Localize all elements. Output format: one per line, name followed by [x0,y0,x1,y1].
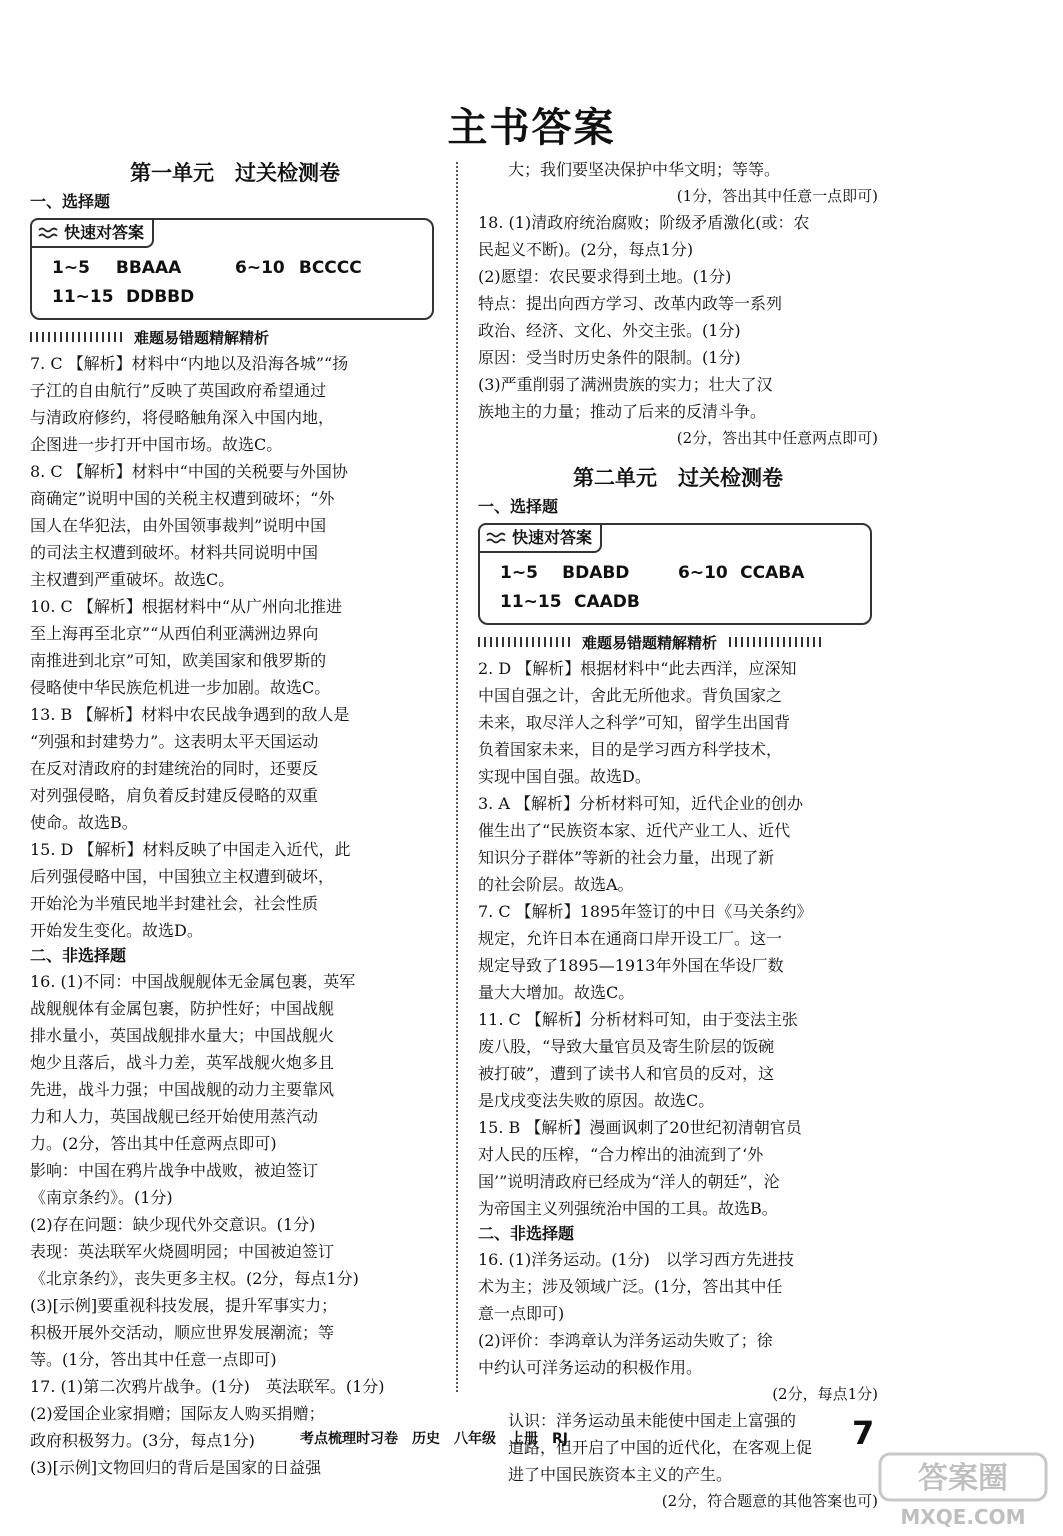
text-line: 开始发生变化。故选D。 [30,921,203,940]
text-line: 国’”说明清政府已经成为“洋人的朝廷”，沦 [478,1172,780,1191]
answer-value: DDBBD [126,287,195,307]
text-line: 与清政府修约，将侵略触角深入中国内地， [30,408,335,427]
text-line: 实现中国自强。故选D。 [478,767,651,786]
text-line: 10. C 【解析】根据材料中“从广州向北推进 [30,597,343,616]
text-line: 南推进到北京”可知，欧美国家和俄罗斯的 [30,651,327,670]
text-line: 族地主的力量；推动了后来的反清斗争。 [478,402,767,421]
text-line: 企图进一步打开中国市场。故选C。 [30,435,283,454]
text-line: 的司法主权遭到破坏。材料共同说明中国 [30,543,319,562]
answer-value: BDABD [562,563,630,583]
answer-range: 11~15 [52,287,114,307]
hatch-decoration [478,637,570,647]
text-line: 18. (1)清政府统治腐败；阶级矛盾激化(或：农 [478,213,810,232]
analysis-item [478,1114,878,1222]
text-line: 认识：洋务运动虽未能使中国走上富强的 [508,1411,797,1430]
analysis-item [478,898,878,1006]
wave-icon [486,531,508,545]
text-line: 16. (1)不同：中国战舰舰体无金属包裹，英军 [30,972,356,991]
text-line: 先进，战斗力强；中国战舰的动力主要靠风 [30,1080,335,1099]
answer-row [52,283,418,312]
page-title: 主书答案 [447,105,616,151]
analysis-item [30,593,440,701]
text-line: (2)愿望：农民要求得到土地。(1分) [478,267,732,286]
text-line: (3)[示例]文物回归的背后是国家的日益强 [30,1458,322,1477]
text-line: (2)评价：李鸿章认为洋务运动失败了；徐 [478,1331,773,1350]
text-line: 的社会阶层。故选A。 [478,875,634,894]
text-line: 开始沦为半殖民地半封建社会，社会性质 [30,894,319,913]
left-column [30,156,440,1481]
text-line: 是戊戌变法失败的原因。故选C。 [478,1091,715,1110]
footer-book-info: 考点梳理时习卷 历史 八年级 上册 RJ [300,1431,568,1447]
answer-value: BCCCC [298,258,362,278]
unit2-analysis-heading [478,629,878,655]
text-line: 积极开展外交活动，顺应世界发展潮流；等 [30,1323,335,1342]
text-line: 废八股，“导致大量官员及寄生阶层的饭碗 [478,1037,775,1056]
watermark-logo [878,1450,1048,1530]
analysis-item [30,350,440,458]
text-line: 知识分子群体”等新的社会力量，出现了新 [478,848,775,867]
analysis-item [478,1006,878,1114]
text-line: 影响：中国在鸦片战争中战败，被迫签订 [30,1161,319,1180]
text-line: 13. B 【解析】材料中农民战争遇到的敌人是 [30,705,350,724]
text-line: 力。(2分，答出其中任意两点即可) [30,1134,277,1153]
unit2-analysis-items [478,655,878,1222]
text-line: 7. C 【解析】材料中“内地以及沿海各城”“扬 [30,354,349,373]
unit1-quick-answer-tab [30,218,154,248]
text-line: 为帝国主义列强统治中国的工具。故选B。 [478,1199,778,1218]
analysis-item [30,701,440,836]
text-line: 力和人力，英国战舰已经开始使用蒸汽动 [30,1107,319,1126]
text-line: 商确定”说明中国的关税主权遭到破坏；“外 [30,489,335,508]
unit1-title: 第一单元 过关检测卷 [130,161,340,185]
q17-score: (1分，答出其中任意一点即可) [676,187,878,205]
answer-row [500,588,856,617]
text-line: 民起义不断)。(2分，每点1分) [478,240,694,259]
column-divider [456,162,458,1392]
answer-value: BBAAA [115,258,182,278]
text-line: 意一点即可) [478,1304,565,1323]
text-line: 战舰舰体有金属包裹，防护性好；中国战舰 [30,999,335,1018]
text-line: 15. B 【解析】漫画讽刺了20世纪初清朝官员 [478,1118,802,1137]
text-line: 8. C 【解析】材料中“中国的关税要与外国协 [30,462,348,481]
unit1-analysis-heading [30,324,440,350]
analysis-item [30,836,440,944]
analysis-label: 难题易错题精解精析 [134,328,270,347]
text-line: (2)爱国企业家捐赠；国际友人购买捐赠； [30,1404,325,1423]
watermark-top-text: 答案圈 [918,1461,1008,1496]
analysis-item [478,655,878,790]
answer-row [52,254,418,283]
quick-answer-label: 快速对答案 [512,528,593,547]
text-line: 对列强侵略，肩负着反封建反侵略的双重 [30,786,319,805]
text-line: 中国自强之计，舍此无所他求。背负国家之 [478,686,783,705]
unit1-analysis-items [30,350,440,944]
unit2-q16 [478,1246,878,1381]
text-line: 道路，但开启了中国的近代化，在客观上促 [508,1438,813,1457]
text-line: 等。(1分，答出其中任意一点即可) [30,1350,277,1369]
text-line: “列强和封建势力”。这表明太平天国运动 [30,732,319,751]
unit2-answer-box [478,523,872,625]
text-line: 表现：英法联军火烧圆明园；中国被迫签订 [30,1242,335,1261]
wave-icon [38,226,60,240]
text-line: 进了中国民族资本主义的产生。 [508,1465,733,1484]
unit1-nonchoice-heading: 二、非选择题 [30,946,127,965]
text-line: 在反对清政府的封建统治的同时，还要反 [30,759,319,778]
text-line: 15. D 【解析】材料反映了中国走入近代，此 [30,840,351,859]
text-line: 3. A 【解析】分析材料可知，近代企业的创办 [478,794,803,813]
answer-range: 11~15 [500,592,562,612]
text-line: 术为主；涉及领域广泛。(1分，答出其中任 [478,1277,783,1296]
unit1-q17 [30,1373,440,1481]
text-line: 原因：受当时历史条件的限制。(1分) [478,348,741,367]
text-line: 被打破”，遭到了读书人和官员的反对，这 [478,1064,775,1083]
text-line: 对人民的压榨，“合力榨出的油流到了‘外 [478,1145,764,1164]
text-line: 2. D 【解析】根据材料中“此去西洋，应深知 [478,659,797,678]
text-line: 《北京条约》，丧失更多主权。(2分，每点1分) [30,1269,359,1288]
unit1-q16 [30,968,440,1373]
unit2-nonchoice-heading: 二、非选择题 [478,1224,575,1243]
unit1-choice-heading: 一、选择题 [30,192,111,211]
analysis-label: 难题易错题精解精析 [582,633,718,652]
q17-continuation: 大；我们要坚决保护中华文明；等等。 [508,160,781,179]
answer-range: 1~5 [52,258,90,278]
unit2-title: 第二单元 过关检测卷 [573,466,783,490]
text-line: 政治、经济、文化、外交主张。(1分) [478,321,741,340]
text-line: (3)严重削弱了满洲贵族的实力；壮大了汉 [478,375,773,394]
text-line: 中约认可洋务运动的积极作用。 [478,1358,703,1377]
text-line: 规定导致了1895—1913年外国在华设厂数 [478,956,784,975]
answer-row [500,559,856,588]
text-line: 侵略使中华民族危机进一步加剧。故选C。 [30,678,331,697]
text-line: 负着国家未来，目的是学习西方科学技术， [478,740,783,759]
quick-answer-label: 快速对答案 [64,223,145,242]
unit1-answer-box [30,218,434,320]
q16-score-1: (2分，每点1分) [772,1385,878,1403]
text-line: 《南京条约》。(1分) [30,1188,173,1207]
text-line: 16. (1)洋务运动。(1分) 以学习西方先进技 [478,1250,794,1269]
answer-value: CCABA [740,563,805,583]
hatch-decoration [729,637,821,647]
text-line: 至上海再至北京”“从西伯利亚满洲边界向 [30,624,319,643]
page-number: 7 [852,1414,875,1452]
answer-value: CAADB [574,592,640,612]
text-line: 子江的自由航行”反映了英国政府希望通过 [30,381,327,400]
q16-score-2: (2分，符合题意的其他答案也可) [661,1492,878,1510]
hatch-decoration [30,332,122,342]
watermark-bottom-text: MXQE.COM [900,1505,1026,1529]
answer-range: 6~10 [235,258,285,278]
text-line: 11. C 【解析】分析材料可知，由于变法主张 [478,1010,798,1029]
text-line: 规定，允许日本在通商口岸开设工厂。这一 [478,929,783,948]
q18-score: (2分，答出其中任意两点即可) [676,429,878,447]
right-column [478,156,878,1514]
text-line: 后列强侵略中国，中国独立主权遭到破坏， [30,867,335,886]
text-line: 催生出了“民族资本家、近代产业工人、近代 [478,821,791,840]
text-line: 特点：提出向西方学习、改革内政等一系列 [478,294,783,313]
unit2-choice-heading: 一、选择题 [478,497,559,516]
text-line: (3)[示例]要重视科技发展，提升军事实力； [30,1296,338,1315]
text-line: 主权遭到严重破坏。故选C。 [30,570,235,589]
answer-range: 1~5 [500,563,538,583]
text-line: 炮少且落后，战斗力差，英军战舰火炮多且 [30,1053,335,1072]
text-line: 国人在华犯法，由外国领事裁判”说明中国 [30,516,327,535]
unit1-q18 [478,209,878,425]
analysis-item [478,790,878,898]
text-line: 使命。故选B。 [30,813,138,832]
text-line: (2)存在问题：缺少现代外交意识。(1分) [30,1215,316,1234]
text-line: 排水量小，英国战舰排水量大；中国战舰火 [30,1026,335,1045]
unit2-quick-answer-tab [478,523,602,553]
text-line: 政府积极努力。(3分，每点1分) [30,1431,255,1450]
text-line: 未来，取尽洋人之科学”可知，留学生出国背 [478,713,791,732]
text-line: 量大大增加。故选C。 [478,983,635,1002]
text-line: 7. C 【解析】1895年签订的中日《马关条约》 [478,902,813,921]
answer-range: 6~10 [678,563,728,583]
text-line: 17. (1)第二次鸦片战争。(1分) 英法联军。(1分) [30,1377,385,1396]
analysis-item [30,458,440,593]
